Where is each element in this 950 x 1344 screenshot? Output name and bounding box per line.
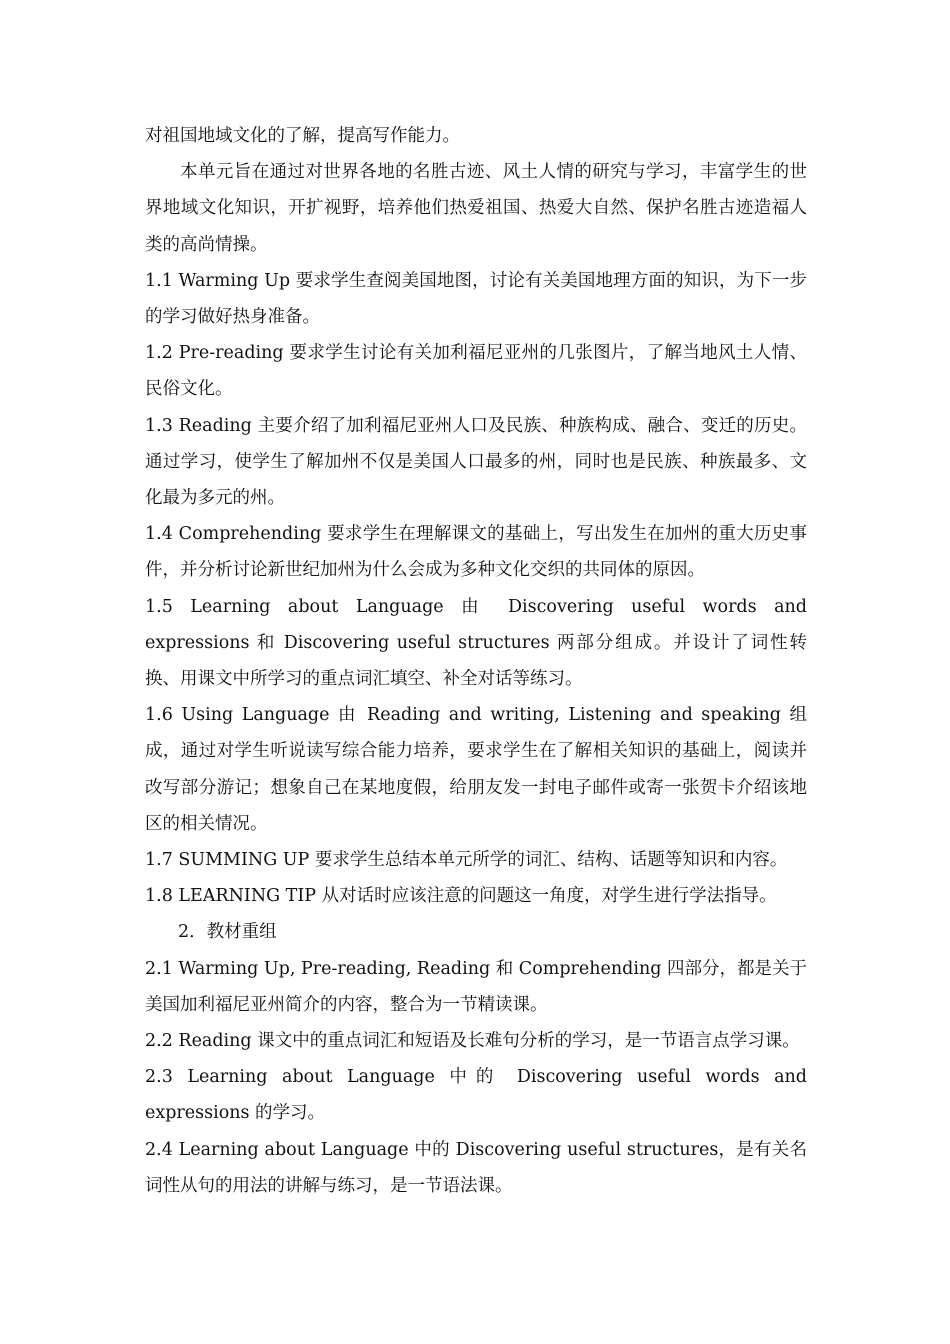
item-2-1: 2.1 Warming Up, Pre-reading, Reading 和 Comprehending 四部分，都是关于美国加利福尼亚州简介的内容，整合为一节精读课。: [145, 958, 807, 1015]
item-1-4-comprehending: 1.4 Comprehending 要求学生在理解课文的基础上，写出发生在加州的重大历史事件，并分析讨论新世纪加州为什么会成为多种文化交织的共同体的原因。: [145, 524, 807, 581]
item-1-2-pre-reading: 1.2 Pre-reading 要求学生讨论有关加利福尼亚州的几张图片，了解当地风土人情、民俗文化。: [145, 343, 807, 400]
item-2-4: 2.4 Learning about Language 中的 Discovering useful structures，是有关名词性从句的用法的讲解与练习，是一节语法课。: [145, 1139, 807, 1196]
section-heading-textbook-reorganization: 2．教材重组: [178, 922, 277, 943]
item-2-3: 2.3 Learning about Language 中的 Discovering useful words and expressions 的学习。: [145, 1067, 807, 1124]
paragraph-unit-aim: 本单元旨在通过对世界各地的名胜古迹、风土人情的研究与学习，丰富学生的世界地域文化知识，开扩视野，培养他们热爱祖国、热爱大自然、保护名胜古迹造福人类的高尚情操。: [145, 162, 807, 255]
item-1-3-reading: 1.3 Reading 主要介绍了加利福尼亚州人口及民族、种族构成、融合、变迁的历史。通过学习，使学生了解加州不仅是美国人口最多的州，同时也是民族、种族最多、文化最为多元的州。: [145, 415, 807, 509]
item-1-6-using-language: 1.6 Using Language 由 Reading and writing, Listening and speaking 组成，通过对学生听说读写综合能力培养，要求学生在了解相关知识的基础上，阅读并改写部分游记；想象自己在某地度假，给朋友发一封电子邮件或寄一张贺卡介绍该地区的相关情况。: [145, 705, 807, 834]
item-1-5-learning-about-language: 1.5 Learning about Language 由 Discovering useful words and expressions 和 Discovering useful structures 两部分组成。并设计了词性转换、用课文中所学习的重点词汇填空、补全对话等练习。: [145, 596, 807, 690]
item-2-2: 2.2 Reading 课文中的重点词汇和短语及长难句分析的学习，是一节语言点学习课。: [145, 1031, 800, 1052]
paragraph-intro-continuation: 对祖国地域文化的了解，提高写作能力。: [145, 126, 460, 146]
item-1-7-summing-up: 1.7 SUMMING UP 要求学生总结本单元所学的词汇、结构、话题等知识和内容。: [145, 850, 788, 871]
item-1-1-warming-up: 1.1 Warming Up 要求学生查阅美国地图，讨论有关美国地理方面的知识，为下一步的学习做好热身准备。: [145, 270, 807, 328]
document-body: [145, 118, 807, 1204]
item-1-8-learning-tip: 1.8 LEARNING TIP 从对话时应该注意的问题这一角度，对学生进行学法指导。: [145, 886, 777, 907]
